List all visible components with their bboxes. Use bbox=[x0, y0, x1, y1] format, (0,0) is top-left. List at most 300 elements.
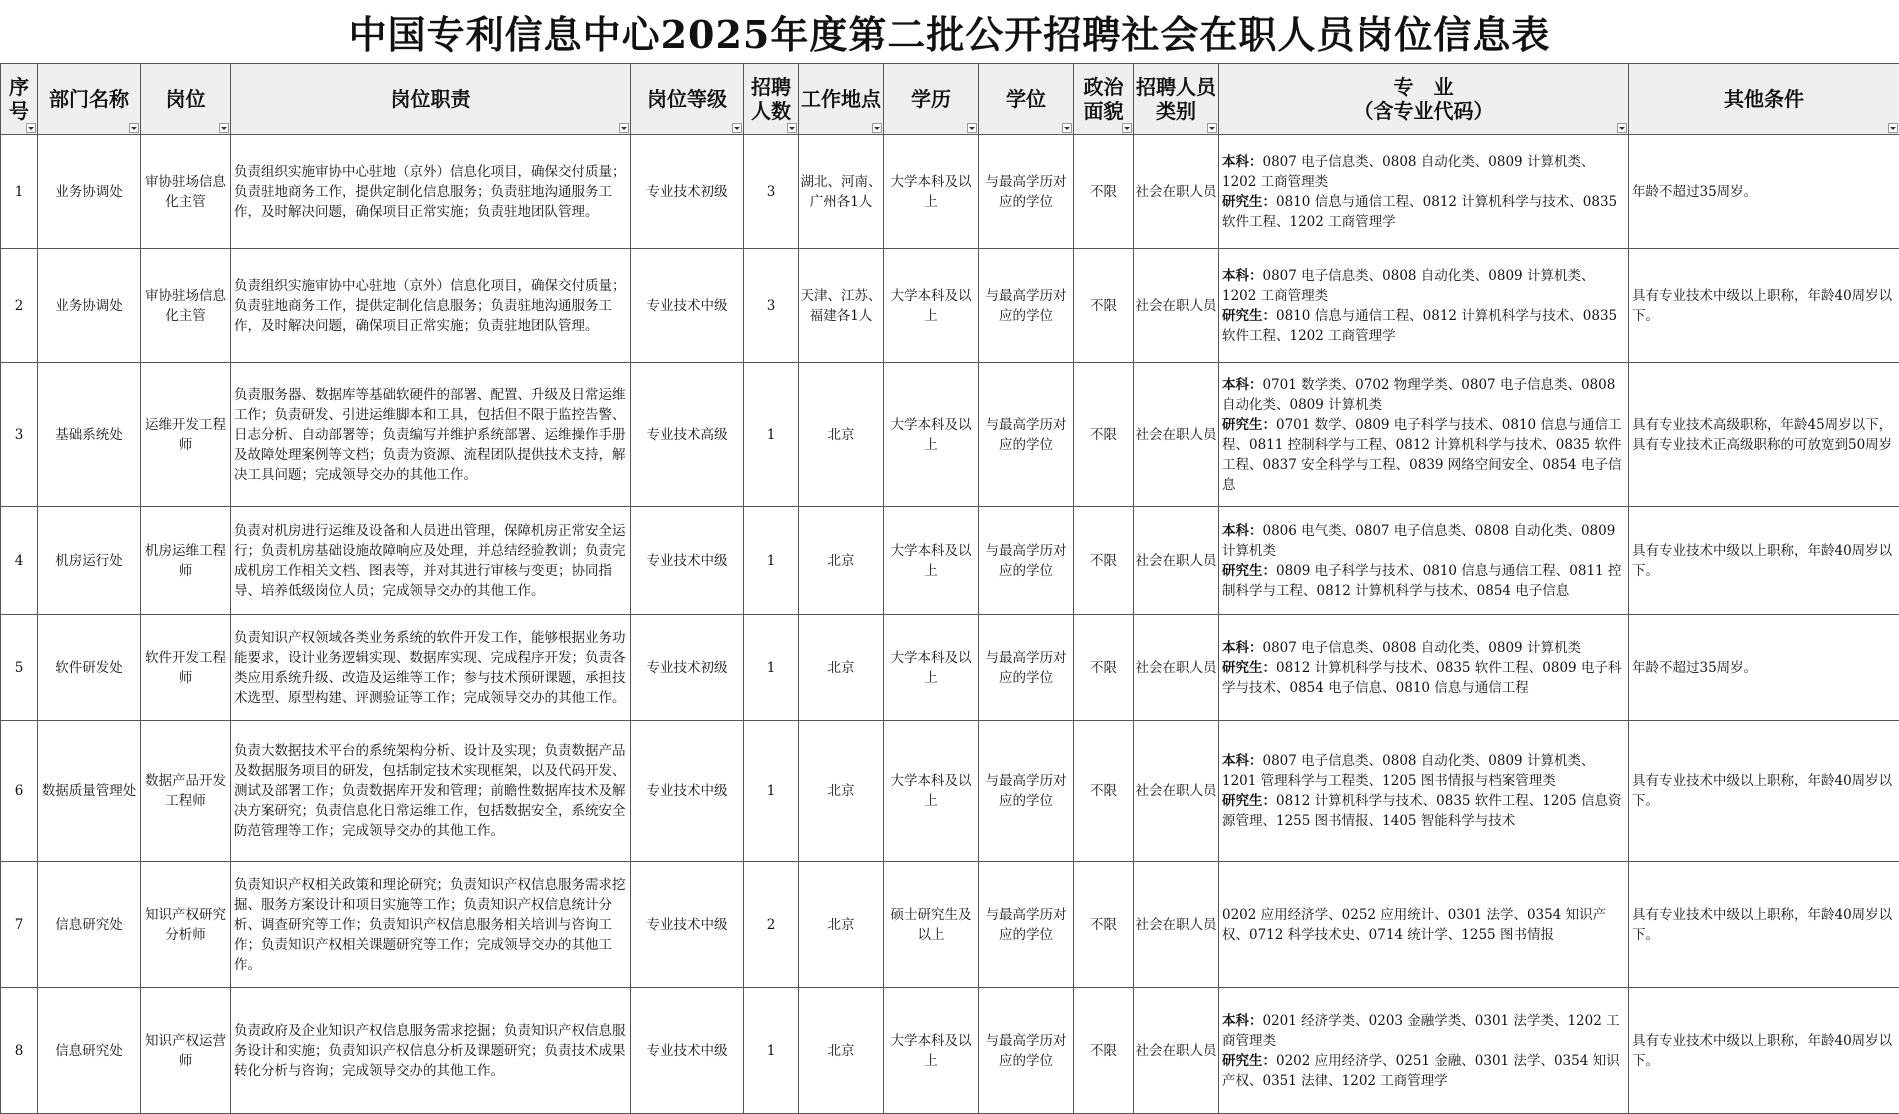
cell-location-text: 湖北、河南、广州各1人 bbox=[801, 174, 882, 210]
major-level-label: 本科： bbox=[1222, 523, 1263, 539]
cell-count-text: 2 bbox=[767, 917, 776, 933]
cell-education-text: 大学本科及以上 bbox=[891, 773, 972, 809]
cell-duty-text: 负责服务器、数据库等基础软硬件的部署、配置、升级及日常运维工作；负责研发、引进运维脚本和工具，包括但不限于监控告警、日志分析、自动部署等；负责编写并维护系统部署、运维操作手册及故障处理案例等文档；负责为资源、流程团队提供技术支持，解决工具问题；完成领导交办的其他工作。 bbox=[234, 385, 627, 485]
cell-level[interactable] bbox=[631, 249, 744, 363]
cell-position[interactable] bbox=[141, 721, 231, 862]
cell-dept-text: 信息研究处 bbox=[55, 917, 123, 933]
cell-degree-text: 与最高学历对应的学位 bbox=[986, 288, 1067, 324]
cell-duty-text: 负责大数据技术平台的系统架构分析、设计及实现；负责数据产品及数据服务项目的研发，包括制定技术实现框架，以及代码开发、测试及部署工作；负责数据库开发和管理；前瞻性数据库技术及解决方案研究；负责信息化日常运维工作，包括数据安全，系统安全防范管理等工作；完成领导交办的其他工作。 bbox=[234, 741, 627, 841]
cell-location-text: 天津、江苏、福建各1人 bbox=[801, 288, 882, 324]
major-codes-text: 0701 数学类、0702 物理学类、0807 电子信息类、0808 自动化类、0809 计算机类 bbox=[1222, 377, 1615, 413]
header-count bbox=[744, 64, 799, 135]
cell-political[interactable] bbox=[1074, 615, 1134, 721]
cell-level-text: 专业技术高级 bbox=[647, 427, 728, 443]
major-level-label: 本科： bbox=[1222, 640, 1263, 656]
major-entry bbox=[1222, 152, 1625, 192]
cell-level-text: 专业技术中级 bbox=[647, 1043, 728, 1059]
header-label: 学历 bbox=[911, 87, 951, 111]
filter-dropdown-icon[interactable] bbox=[26, 123, 36, 133]
cell-major[interactable] bbox=[1219, 363, 1629, 507]
cell-degree-text: 与最高学历对应的学位 bbox=[986, 907, 1067, 943]
header-political bbox=[1074, 64, 1134, 135]
cell-dept[interactable] bbox=[38, 507, 141, 615]
cell-no[interactable] bbox=[1, 135, 38, 249]
major-entry bbox=[1222, 306, 1625, 346]
header-education bbox=[884, 64, 979, 135]
header-label: 招聘人数 bbox=[751, 75, 791, 123]
major-list bbox=[1222, 266, 1625, 346]
cell-no-text: 6 bbox=[15, 783, 24, 799]
cell-count[interactable] bbox=[744, 988, 799, 1114]
cell-education[interactable] bbox=[884, 862, 979, 988]
cell-level[interactable] bbox=[631, 615, 744, 721]
major-level-label: 本科： bbox=[1222, 377, 1263, 393]
cell-level[interactable] bbox=[631, 721, 744, 862]
cell-category-text: 社会在职人员 bbox=[1136, 783, 1217, 799]
filter-dropdown-icon[interactable] bbox=[219, 123, 229, 133]
major-list bbox=[1222, 751, 1625, 831]
cell-dept[interactable] bbox=[38, 363, 141, 507]
table-row bbox=[1, 862, 1899, 988]
cell-education-text: 硕士研究生及以上 bbox=[891, 907, 972, 943]
cell-no[interactable] bbox=[1, 507, 38, 615]
cell-political-text: 不限 bbox=[1090, 1043, 1117, 1059]
cell-level[interactable] bbox=[631, 507, 744, 615]
major-entry bbox=[1222, 561, 1625, 601]
cell-duty[interactable] bbox=[231, 249, 631, 363]
cell-other[interactable] bbox=[1629, 721, 1899, 862]
cell-location-text: 北京 bbox=[828, 783, 855, 799]
header-no bbox=[1, 64, 38, 135]
cell-count[interactable] bbox=[744, 721, 799, 862]
cell-no[interactable] bbox=[1, 988, 38, 1114]
cell-category[interactable] bbox=[1134, 862, 1219, 988]
major-level-label: 研究生： bbox=[1222, 793, 1276, 809]
cell-position[interactable] bbox=[141, 507, 231, 615]
major-level-label: 研究生： bbox=[1222, 308, 1276, 324]
header-label: 工作地点 bbox=[801, 87, 881, 111]
cell-other-text: 具有专业技术中级以上职称，年龄40周岁以下。 bbox=[1632, 541, 1896, 581]
cell-level[interactable] bbox=[631, 988, 744, 1114]
cell-duty-text: 负责组织实施审协中心驻地（京外）信息化项目，确保交付质量；负责驻地商务工作，提供定制化信息服务；负责驻地沟通服务工作，及时解决问题，确保项目正常实施；负责驻地团队管理。 bbox=[234, 162, 627, 222]
cell-no[interactable] bbox=[1, 721, 38, 862]
cell-category-text: 社会在职人员 bbox=[1136, 184, 1217, 200]
header-row bbox=[1, 64, 1899, 135]
cell-location-text: 北京 bbox=[828, 660, 855, 676]
cell-degree[interactable] bbox=[979, 507, 1074, 615]
filter-dropdown-icon[interactable] bbox=[1617, 123, 1627, 133]
cell-other-text: 具有专业技术中级以上职称，年龄40周岁以下。 bbox=[1632, 1031, 1896, 1071]
header-level bbox=[631, 64, 744, 135]
major-codes-text: 0812 计算机科学与技术、0835 软件工程、0809 电子科学与技术、0854 电子信息、0810 信息与通信工程 bbox=[1222, 660, 1621, 696]
major-codes-text: 0810 信息与通信工程、0812 计算机科学与技术、0835 软件工程、1202 工商管理学 bbox=[1222, 308, 1617, 344]
cell-level-text: 专业技术初级 bbox=[647, 184, 728, 200]
major-level-label: 研究生： bbox=[1222, 417, 1276, 433]
major-level-label: 研究生： bbox=[1222, 194, 1276, 210]
cell-dept-text: 数据质量管理处 bbox=[42, 783, 137, 799]
cell-dept[interactable] bbox=[38, 615, 141, 721]
cell-level[interactable] bbox=[631, 363, 744, 507]
cell-duty[interactable] bbox=[231, 721, 631, 862]
page-title: 中国专利信息中心2025年度第二批公开招聘社会在职人员岗位信息表 bbox=[0, 0, 1899, 62]
major-entry bbox=[1222, 415, 1625, 495]
cell-other[interactable] bbox=[1629, 249, 1899, 363]
cell-education-text: 大学本科及以上 bbox=[891, 650, 972, 686]
major-entry bbox=[1222, 751, 1625, 791]
cell-degree-text: 与最高学历对应的学位 bbox=[986, 773, 1067, 809]
cell-degree-text: 与最高学历对应的学位 bbox=[986, 650, 1067, 686]
cell-position[interactable] bbox=[141, 862, 231, 988]
cell-degree-text: 与最高学历对应的学位 bbox=[986, 543, 1067, 579]
table-row bbox=[1, 249, 1899, 363]
cell-position-text: 知识产权运营师 bbox=[145, 1033, 226, 1069]
cell-political[interactable] bbox=[1074, 721, 1134, 862]
filter-dropdown-icon[interactable] bbox=[1062, 123, 1072, 133]
major-entry bbox=[1222, 1051, 1625, 1091]
cell-position[interactable] bbox=[141, 615, 231, 721]
cell-location-text: 北京 bbox=[828, 427, 855, 443]
cell-level-text: 专业技术初级 bbox=[647, 660, 728, 676]
cell-education[interactable] bbox=[884, 135, 979, 249]
filter-dropdown-icon[interactable] bbox=[967, 123, 977, 133]
cell-major[interactable] bbox=[1219, 862, 1629, 988]
filter-dropdown-icon[interactable] bbox=[1207, 123, 1217, 133]
cell-duty[interactable] bbox=[231, 615, 631, 721]
major-codes-text: 0810 信息与通信工程、0812 计算机科学与技术、0835 软件工程、1202 工商管理学 bbox=[1222, 194, 1617, 230]
major-list bbox=[1222, 152, 1625, 232]
cell-duty-text: 负责对机房进行运维及设备和人员进出管理，保障机房正常安全运行；负责机房基础设施故障响应及处理，并总结经验教训；负责完成机房工作相关文档、图表等，并对其进行审核与变更；协同指导、培养低级岗位人员；完成领导交办的其他工作。 bbox=[234, 521, 627, 601]
cell-degree[interactable] bbox=[979, 135, 1074, 249]
header-label: 学位 bbox=[1006, 87, 1046, 111]
cell-no-text: 1 bbox=[15, 184, 24, 200]
cell-political-text: 不限 bbox=[1090, 660, 1117, 676]
cell-degree[interactable] bbox=[979, 363, 1074, 507]
cell-location[interactable] bbox=[799, 862, 884, 988]
cell-dept-text: 基础系统处 bbox=[55, 427, 123, 443]
major-level-label: 研究生： bbox=[1222, 660, 1276, 676]
header-position bbox=[141, 64, 231, 135]
cell-count[interactable] bbox=[744, 615, 799, 721]
cell-level-text: 专业技术中级 bbox=[647, 553, 728, 569]
header-duty bbox=[231, 64, 631, 135]
cell-political-text: 不限 bbox=[1090, 917, 1117, 933]
cell-dept-text: 信息研究处 bbox=[55, 1043, 123, 1059]
major-codes-text: 0807 电子信息类、0808 自动化类、0809 计算机类、1202 工商管理类 bbox=[1222, 154, 1594, 190]
header-category bbox=[1134, 64, 1219, 135]
cell-level[interactable] bbox=[631, 135, 744, 249]
cell-degree[interactable] bbox=[979, 862, 1074, 988]
major-level-label: 本科： bbox=[1222, 753, 1263, 769]
cell-category[interactable] bbox=[1134, 135, 1219, 249]
cell-location[interactable] bbox=[799, 135, 884, 249]
cell-count[interactable] bbox=[744, 135, 799, 249]
cell-no-text: 3 bbox=[15, 427, 24, 443]
cell-no[interactable] bbox=[1, 363, 38, 507]
cell-level-text: 专业技术中级 bbox=[647, 917, 728, 933]
cell-location-text: 北京 bbox=[828, 1043, 855, 1059]
major-codes-text: 0202 应用经济学、0252 应用统计、0301 法学、0354 知识产权、0712 科学技术史、0714 统计学、1255 图书情报 bbox=[1222, 907, 1606, 943]
cell-position-text: 知识产权研究分析师 bbox=[145, 907, 226, 943]
major-codes-text: 0202 应用经济学、0251 金融、0301 法学、0354 知识产权、0351 法律、1202 工商管理学 bbox=[1222, 1053, 1620, 1089]
cell-other[interactable] bbox=[1629, 135, 1899, 249]
cell-count[interactable] bbox=[744, 363, 799, 507]
cell-dept-text: 业务协调处 bbox=[55, 298, 123, 314]
cell-category[interactable] bbox=[1134, 507, 1219, 615]
header-degree bbox=[979, 64, 1074, 135]
cell-education[interactable] bbox=[884, 721, 979, 862]
cell-political[interactable] bbox=[1074, 862, 1134, 988]
cell-level-text: 专业技术中级 bbox=[647, 298, 728, 314]
cell-political[interactable] bbox=[1074, 363, 1134, 507]
major-level-label: 研究生： bbox=[1222, 563, 1276, 579]
cell-other-text: 具有专业技术高级职称，年龄45周岁以下，具有专业技术正高级职称的可放宽到50周岁 bbox=[1632, 415, 1896, 455]
cell-other-text: 具有专业技术中级以上职称，年龄40周岁以下。 bbox=[1632, 905, 1896, 945]
cell-education-text: 大学本科及以上 bbox=[891, 174, 972, 210]
cell-other-text: 具有专业技术中级以上职称，年龄40周岁以下。 bbox=[1632, 286, 1896, 326]
cell-other-text: 年龄不超过35周岁。 bbox=[1632, 658, 1896, 678]
cell-political-text: 不限 bbox=[1090, 298, 1117, 314]
cell-count-text: 1 bbox=[767, 427, 776, 443]
header-label: 序号 bbox=[9, 75, 29, 123]
cell-major[interactable] bbox=[1219, 721, 1629, 862]
cell-major[interactable] bbox=[1219, 615, 1629, 721]
cell-no-text: 4 bbox=[15, 553, 24, 569]
cell-political-text: 不限 bbox=[1090, 427, 1117, 443]
header-label-sub: （含专业代码） bbox=[1219, 99, 1628, 123]
major-entry bbox=[1222, 375, 1625, 415]
table-row bbox=[1, 507, 1899, 615]
cell-location[interactable] bbox=[799, 249, 884, 363]
filter-dropdown-icon[interactable] bbox=[1888, 123, 1898, 133]
header-location bbox=[799, 64, 884, 135]
major-codes-text: 0807 电子信息类、0808 自动化类、0809 计算机类、1201 管理科学与工程类、1205 图书情报与档案管理类 bbox=[1222, 753, 1594, 789]
cell-category[interactable] bbox=[1134, 721, 1219, 862]
cell-political-text: 不限 bbox=[1090, 553, 1117, 569]
major-list bbox=[1222, 905, 1625, 945]
cell-no-text: 8 bbox=[15, 1043, 24, 1059]
cell-education[interactable] bbox=[884, 363, 979, 507]
cell-location[interactable] bbox=[799, 363, 884, 507]
cell-category[interactable] bbox=[1134, 363, 1219, 507]
header-dept bbox=[38, 64, 141, 135]
cell-location[interactable] bbox=[799, 507, 884, 615]
table-row bbox=[1, 363, 1899, 507]
cell-education-text: 大学本科及以上 bbox=[891, 288, 972, 324]
cell-other[interactable] bbox=[1629, 615, 1899, 721]
cell-duty-text: 负责组织实施审协中心驻地（京外）信息化项目，确保交付质量；负责驻地商务工作，提供定制化信息服务；负责驻地沟通服务工作，及时解决问题，确保项目正常实施；负责驻地团队管理。 bbox=[234, 276, 627, 336]
cell-degree[interactable] bbox=[979, 249, 1074, 363]
positions-table bbox=[0, 63, 1899, 1114]
cell-position-text: 数据产品开发工程师 bbox=[145, 773, 226, 809]
major-codes-text: 0807 电子信息类、0808 自动化类、0809 计算机类、1202 工商管理类 bbox=[1222, 268, 1594, 304]
cell-education-text: 大学本科及以上 bbox=[891, 1033, 972, 1069]
major-level-label: 本科： bbox=[1222, 268, 1263, 284]
major-entry bbox=[1222, 192, 1625, 232]
cell-count-text: 1 bbox=[767, 1043, 776, 1059]
cell-position[interactable] bbox=[141, 988, 231, 1114]
table-row bbox=[1, 988, 1899, 1114]
cell-dept-text: 机房运行处 bbox=[55, 553, 123, 569]
cell-education[interactable] bbox=[884, 988, 979, 1114]
cell-position-text: 运维开发工程师 bbox=[145, 417, 226, 453]
major-entry bbox=[1222, 521, 1625, 561]
cell-other[interactable] bbox=[1629, 988, 1899, 1114]
cell-dept[interactable] bbox=[38, 721, 141, 862]
cell-count-text: 1 bbox=[767, 783, 776, 799]
cell-no[interactable] bbox=[1, 615, 38, 721]
cell-count[interactable] bbox=[744, 249, 799, 363]
cell-other[interactable] bbox=[1629, 363, 1899, 507]
major-codes-text: 0807 电子信息类、0808 自动化类、0809 计算机类 bbox=[1263, 640, 1581, 656]
cell-duty-text: 负责知识产权领域各类业务系统的软件开发工作，能够根据业务功能要求，设计业务逻辑实现、数据库实现、完成程序开发；负责各类应用系统升级、改造及运维等工作；参与技术预研课题，承担技术选型、原型构建、评测验证等工作；完成领导交办的其他工作。 bbox=[234, 628, 627, 708]
cell-location[interactable] bbox=[799, 721, 884, 862]
cell-category-text: 社会在职人员 bbox=[1136, 553, 1217, 569]
table-row bbox=[1, 615, 1899, 721]
cell-duty[interactable] bbox=[231, 862, 631, 988]
cell-dept[interactable] bbox=[38, 988, 141, 1114]
major-list bbox=[1222, 1011, 1625, 1091]
cell-position-text: 机房运维工程师 bbox=[145, 543, 226, 579]
major-list bbox=[1222, 375, 1625, 495]
cell-major[interactable] bbox=[1219, 507, 1629, 615]
cell-category[interactable] bbox=[1134, 249, 1219, 363]
cell-no-text: 5 bbox=[15, 660, 24, 676]
table-row bbox=[1, 721, 1899, 862]
cell-degree[interactable] bbox=[979, 721, 1074, 862]
major-entry bbox=[1222, 905, 1625, 945]
cell-other[interactable] bbox=[1629, 862, 1899, 988]
header-other bbox=[1629, 64, 1899, 135]
cell-category-text: 社会在职人员 bbox=[1136, 660, 1217, 676]
major-codes-text: 0806 电气类、0807 电子信息类、0808 自动化类、0809 计算机类 bbox=[1222, 523, 1615, 559]
major-entry bbox=[1222, 266, 1625, 306]
filter-dropdown-icon[interactable] bbox=[787, 123, 797, 133]
cell-other-text: 具有专业技术中级以上职称，年龄40周岁以下。 bbox=[1632, 771, 1896, 811]
cell-political[interactable] bbox=[1074, 135, 1134, 249]
cell-category[interactable] bbox=[1134, 988, 1219, 1114]
cell-political[interactable] bbox=[1074, 507, 1134, 615]
major-level-label: 研究生： bbox=[1222, 1053, 1276, 1069]
cell-political[interactable] bbox=[1074, 988, 1134, 1114]
major-codes-text: 0809 电子科学与技术、0810 信息与通信工程、0811 控制科学与工程、0812 计算机科学与技术、0854 电子信息 bbox=[1222, 563, 1621, 599]
cell-degree-text: 与最高学历对应的学位 bbox=[986, 1033, 1067, 1069]
cell-no-text: 7 bbox=[15, 917, 24, 933]
cell-category-text: 社会在职人员 bbox=[1136, 427, 1217, 443]
cell-count-text: 1 bbox=[767, 660, 776, 676]
major-level-label: 本科： bbox=[1222, 154, 1263, 170]
cell-dept[interactable] bbox=[38, 249, 141, 363]
cell-education[interactable] bbox=[884, 507, 979, 615]
cell-education[interactable] bbox=[884, 615, 979, 721]
filter-dropdown-icon[interactable] bbox=[732, 123, 742, 133]
header-label: 岗位等级 bbox=[647, 87, 727, 111]
cell-major[interactable] bbox=[1219, 249, 1629, 363]
major-entry bbox=[1222, 658, 1625, 698]
cell-other-text: 年龄不超过35周岁。 bbox=[1632, 182, 1896, 202]
filter-dropdown-icon[interactable] bbox=[129, 123, 139, 133]
cell-category-text: 社会在职人员 bbox=[1136, 298, 1217, 314]
filter-dropdown-icon[interactable] bbox=[1122, 123, 1132, 133]
cell-category[interactable] bbox=[1134, 615, 1219, 721]
cell-position[interactable] bbox=[141, 363, 231, 507]
cell-duty[interactable] bbox=[231, 507, 631, 615]
cell-position-text: 审协驻场信息化主管 bbox=[145, 288, 226, 324]
cell-count-text: 1 bbox=[767, 553, 776, 569]
major-codes-text: 0812 计算机科学与技术、0835 软件工程、1205 信息资源管理、1255 图书情报、1405 智能科学与技术 bbox=[1222, 793, 1621, 829]
major-entry bbox=[1222, 791, 1625, 831]
major-level-label: 本科： bbox=[1222, 1013, 1263, 1029]
cell-count[interactable] bbox=[744, 507, 799, 615]
cell-position-text: 软件开发工程师 bbox=[145, 650, 226, 686]
header-major bbox=[1219, 64, 1629, 135]
cell-degree[interactable] bbox=[979, 988, 1074, 1114]
cell-dept[interactable] bbox=[38, 135, 141, 249]
cell-location[interactable] bbox=[799, 988, 884, 1114]
cell-duty[interactable] bbox=[231, 135, 631, 249]
header-label: 其他条件 bbox=[1724, 87, 1804, 111]
major-codes-text: 0201 经济学类、0203 金融学类、0301 法学类、1202 工商管理类 bbox=[1222, 1013, 1620, 1049]
header-label: 部门名称 bbox=[49, 87, 129, 111]
cell-count[interactable] bbox=[744, 862, 799, 988]
cell-political[interactable] bbox=[1074, 249, 1134, 363]
cell-duty-text: 负责知识产权相关政策和理论研究；负责知识产权信息服务需求挖掘、服务方案设计和项目实施等工作；负责知识产权信息统计分析、调查研究等工作；负责知识产权信息服务相关培训与咨询工作；负责知识产权相关课题研究等工作；完成领导交办的其他工作。 bbox=[234, 875, 627, 975]
cell-political-text: 不限 bbox=[1090, 783, 1117, 799]
cell-position[interactable] bbox=[141, 135, 231, 249]
cell-count-text: 3 bbox=[767, 184, 776, 200]
cell-position-text: 审协驻场信息化主管 bbox=[145, 174, 226, 210]
cell-major[interactable] bbox=[1219, 135, 1629, 249]
cell-education-text: 大学本科及以上 bbox=[891, 543, 972, 579]
cell-degree-text: 与最高学历对应的学位 bbox=[986, 174, 1067, 210]
cell-major[interactable] bbox=[1219, 988, 1629, 1114]
cell-duty[interactable] bbox=[231, 363, 631, 507]
cell-no[interactable] bbox=[1, 862, 38, 988]
cell-no-text: 2 bbox=[15, 298, 24, 314]
header-label: 招聘人员类别 bbox=[1136, 75, 1216, 123]
cell-education-text: 大学本科及以上 bbox=[891, 417, 972, 453]
header-label: 政治面貌 bbox=[1084, 75, 1124, 123]
cell-dept[interactable] bbox=[38, 862, 141, 988]
cell-dept-text: 软件研发处 bbox=[55, 660, 123, 676]
cell-no[interactable] bbox=[1, 249, 38, 363]
header-label: 专 业 bbox=[1219, 75, 1628, 99]
cell-count-text: 3 bbox=[767, 298, 776, 314]
header-label: 岗位 bbox=[166, 87, 206, 111]
cell-position[interactable] bbox=[141, 249, 231, 363]
cell-category-text: 社会在职人员 bbox=[1136, 1043, 1217, 1059]
filter-dropdown-icon[interactable] bbox=[872, 123, 882, 133]
cell-category-text: 社会在职人员 bbox=[1136, 917, 1217, 933]
major-list bbox=[1222, 638, 1625, 698]
cell-dept-text: 业务协调处 bbox=[55, 184, 123, 200]
cell-degree-text: 与最高学历对应的学位 bbox=[986, 417, 1067, 453]
cell-level-text: 专业技术中级 bbox=[647, 783, 728, 799]
major-codes-text: 0701 数学、0809 电子科学与技术、0810 信息与通信工程、0811 控制科学与工程、0812 计算机科学与技术、0835 软件工程、0837 安全科学与工程、0839 网络空间安全、0854 电子信息 bbox=[1222, 417, 1621, 493]
cell-duty[interactable] bbox=[231, 988, 631, 1114]
cell-level[interactable] bbox=[631, 862, 744, 988]
cell-education[interactable] bbox=[884, 249, 979, 363]
cell-location-text: 北京 bbox=[828, 553, 855, 569]
major-entry bbox=[1222, 638, 1625, 658]
table-row bbox=[1, 135, 1899, 249]
major-entry bbox=[1222, 1011, 1625, 1051]
cell-location[interactable] bbox=[799, 615, 884, 721]
cell-location-text: 北京 bbox=[828, 917, 855, 933]
cell-duty-text: 负责政府及企业知识产权信息服务需求挖掘；负责知识产权信息服务设计和实施；负责知识产权信息分析及课题研究；负责技术成果转化分析与咨询；完成领导交办的其他工作。 bbox=[234, 1021, 627, 1081]
cell-other[interactable] bbox=[1629, 507, 1899, 615]
cell-degree[interactable] bbox=[979, 615, 1074, 721]
filter-dropdown-icon[interactable] bbox=[619, 123, 629, 133]
